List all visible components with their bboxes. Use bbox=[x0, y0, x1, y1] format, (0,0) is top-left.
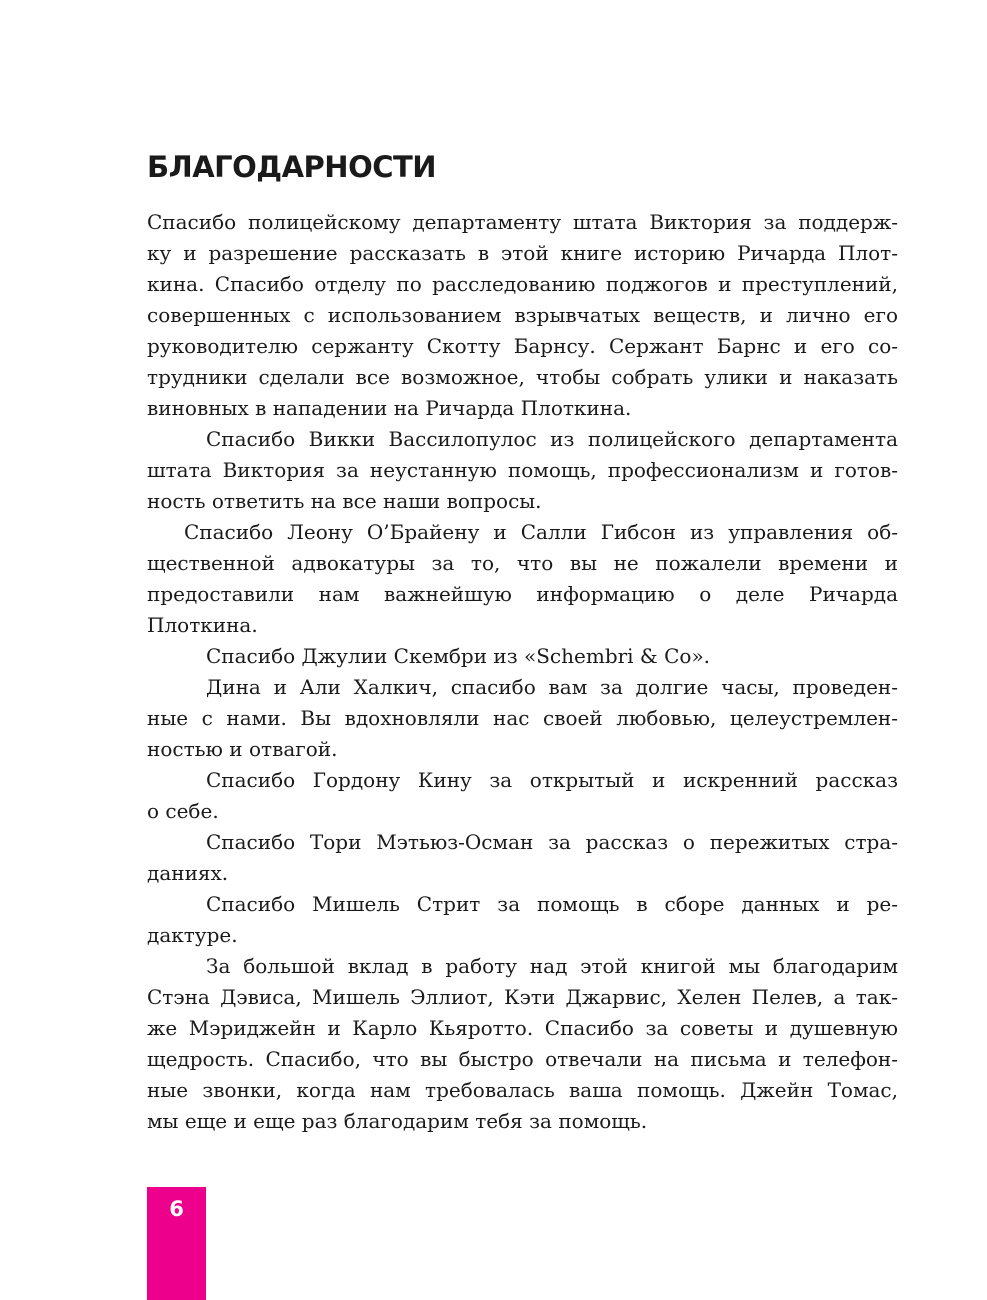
text-line: щедрость. Спасибо, что вы быстро отвечали на письма и телефон- bbox=[147, 1047, 898, 1071]
text-line: Спасибо Гордону Кину за открытый и искренний рассказ bbox=[206, 768, 898, 792]
text-line: кина. Спасибо отделу по расследованию поджогов и преступлений, bbox=[147, 272, 898, 296]
text-line: же Мэриджейн и Карло Кьяротто. Спасибо за советы и душевную bbox=[147, 1016, 898, 1040]
acknowledgements-text bbox=[147, 207, 898, 1137]
text-line: ные с нами. Вы вдохновляли нас своей любовью, целеустремлен- bbox=[147, 706, 898, 730]
text-line: трудники сделали все возможное, чтобы собрать улики и наказать bbox=[147, 365, 898, 389]
text-line: мы еще и еще раз благодарим тебя за помощь. bbox=[147, 1109, 648, 1133]
text-line: штата Виктория за неустанную помощь, профессионализм и готов- bbox=[147, 458, 898, 482]
text-line: За большой вклад в работу над этой книгой мы благодарим bbox=[206, 954, 898, 978]
text-line: дактуре. bbox=[147, 923, 238, 947]
page-number-tab bbox=[147, 1187, 206, 1300]
page-heading: БЛАГОДАРНОСТИ bbox=[147, 150, 437, 184]
text-line: о себе. bbox=[147, 799, 219, 823]
text-line: Спасибо полицейскому департаменту штата Виктория за поддерж- bbox=[147, 210, 898, 234]
text-line: предоставили нам важнейшую информацию о деле Ричарда bbox=[147, 582, 898, 606]
text-line: ностью и отвагой. bbox=[147, 737, 338, 761]
text-line: ность ответить на все наши вопросы. bbox=[147, 489, 542, 513]
text-line: Спасибо Мишель Стрит за помощь в сборе данных и ре- bbox=[206, 892, 898, 916]
text-line: руководителю сержанту Скотту Барнсу. Сержант Барнс и его со- bbox=[147, 334, 898, 358]
page-number: 6 bbox=[169, 1197, 184, 1221]
text-line: ку и разрешение рассказать в этой книге историю Ричарда Плот- bbox=[147, 241, 898, 265]
text-line: Спасибо Джулии Скембри из «Schembri & Co». bbox=[206, 644, 711, 668]
text-line: Спасибо Викки Вассилопулос из полицейского департамента bbox=[206, 427, 898, 451]
text-line: Плоткина. bbox=[147, 613, 258, 637]
text-line: щественной адвокатуры за то, что вы не пожалели времени и bbox=[147, 551, 898, 575]
text-line: Спасибо Леону О’Брайену и Салли Гибсон из управления об- bbox=[184, 520, 898, 544]
text-line: совершенных с использованием взрывчатых веществ, и лично его bbox=[147, 303, 898, 327]
text-line: Стэна Дэвиса, Мишель Эллиот, Кэти Джарвис, Хелен Пелев, а так- bbox=[147, 985, 898, 1009]
text-line: Спасибо Тори Мэтьюз-Осман за рассказ о пережитых стра- bbox=[206, 830, 898, 854]
text-line: ные звонки, когда нам требовалась ваша помощь. Джейн Томас, bbox=[147, 1078, 898, 1102]
text-line: Дина и Али Халкич, спасибо вам за долгие часы, проведен- bbox=[206, 675, 898, 699]
text-line: виновных в нападении на Ричарда Плоткина. bbox=[147, 396, 632, 420]
text-line: даниях. bbox=[147, 861, 229, 885]
